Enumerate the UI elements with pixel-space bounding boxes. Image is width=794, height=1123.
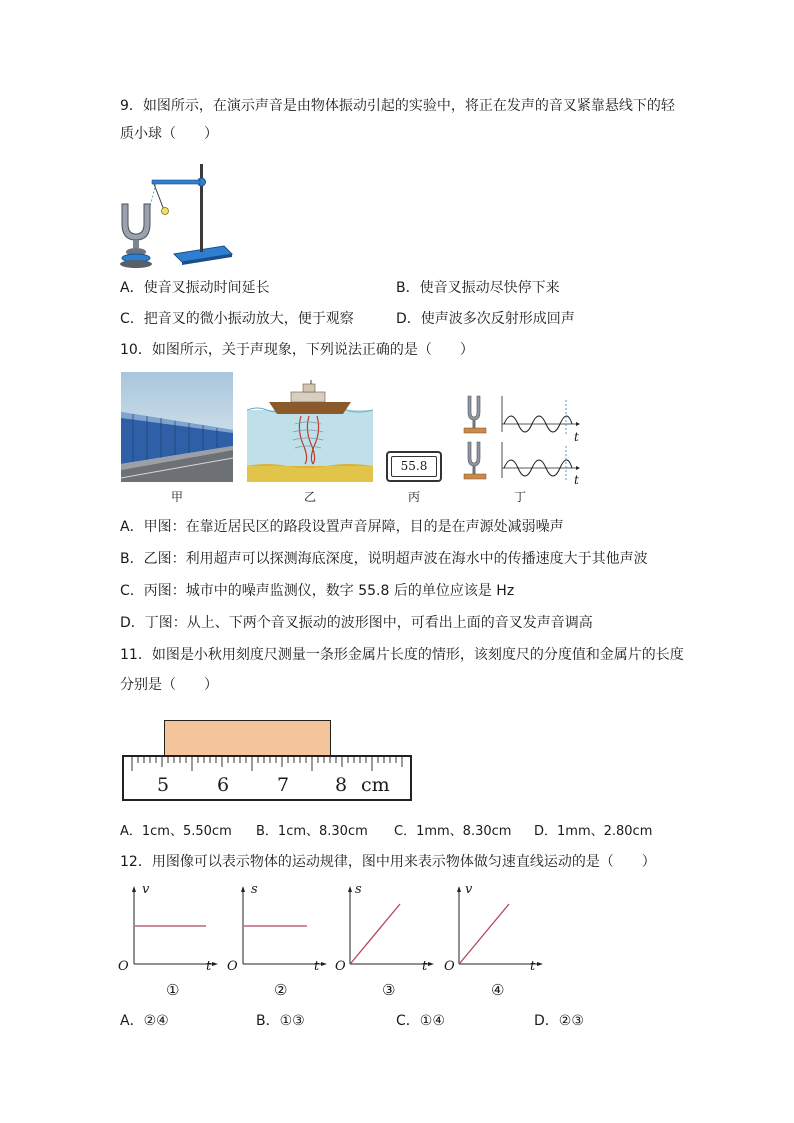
graph-3-line	[351, 904, 400, 963]
graph-1-y-label: v	[142, 882, 150, 897]
q9-stem-line1: 9．如图所示，在演示声音是由物体振动引起的实验中，将正在发声的音叉紧靠悬线下的轻	[120, 98, 675, 114]
q9-stem-line2: 质小球（ ）	[120, 126, 218, 142]
q11-stem-line2: 分别是（ ）	[120, 677, 218, 693]
graph-1-origin: O	[118, 959, 129, 974]
q11-option-a[interactable]: A．1cm、5.50cm	[120, 824, 232, 839]
q10-option-c[interactable]: C．丙图：城市中的噪声监测仪，数字 55.8 后的单位应该是 Hz	[120, 583, 515, 599]
q12-option-a[interactable]: A．②④	[120, 1013, 169, 1029]
tuning-fork-pendulum-figure	[116, 162, 234, 270]
graph-2-y-label: s	[251, 882, 258, 897]
graph-4-y-label: v	[465, 882, 473, 897]
graph-2-origin: O	[227, 959, 238, 974]
q12-option-c[interactable]: C．①④	[396, 1013, 445, 1029]
caption-yi: 乙	[303, 490, 316, 504]
q11-option-c[interactable]: C．1mm、8.30cm	[394, 824, 512, 839]
q9-option-c[interactable]: C．把音叉的微小振动放大，便于观察	[120, 311, 354, 327]
graph-2-x-label: t	[314, 959, 320, 974]
q10-option-d[interactable]: D．丁图：从上、下两个音叉振动的波形图中，可看出上面的音叉发声音调高	[120, 615, 593, 631]
q10-option-a[interactable]: A．甲图：在靠近居民区的路段设置声音屏障，目的是在声源处减弱噪声	[120, 519, 564, 535]
ruler-label-7: 7	[277, 774, 290, 796]
graph-3-origin: O	[335, 959, 346, 974]
graph-1-number: ①	[166, 981, 180, 999]
waveform-upper-t-label: t	[574, 430, 579, 444]
graph-4-line	[460, 904, 509, 963]
q12-stem: 12．用图像可以表示物体的运动规律，图中用来表示物体做匀速直线运动的是（ ）	[120, 854, 656, 870]
ruler-unit: cm	[361, 774, 390, 796]
q9-option-a[interactable]: A．使音叉振动时间延长	[120, 280, 270, 296]
q12-option-b[interactable]: B．①③	[256, 1013, 305, 1029]
q9-option-d[interactable]: D．使声波多次反射形成回声	[396, 311, 575, 327]
graph-3-number: ③	[382, 981, 396, 999]
q9-option-b[interactable]: B．使音叉振动尽快停下来	[396, 280, 560, 296]
sonar-ship-figure	[247, 380, 373, 482]
graph-3-x-label: t	[422, 959, 428, 974]
waveform-lower-t-label: t	[574, 473, 579, 487]
graph-4-number: ④	[491, 981, 505, 999]
q12-option-d[interactable]: D．②③	[534, 1013, 584, 1029]
graph-3-y-label: s	[355, 882, 362, 897]
graph-4-x-label: t	[530, 959, 536, 974]
ruler-label-8: 8	[335, 774, 348, 796]
graph-1-x-label: t	[206, 959, 212, 974]
metal-strip	[164, 720, 331, 756]
caption-jia: 甲	[170, 490, 183, 504]
q11-option-b[interactable]: B．1cm、8.30cm	[256, 824, 368, 839]
tuning-fork-waveforms	[460, 394, 584, 486]
caption-bing: 丙	[407, 490, 420, 504]
ruler-label-5: 5	[157, 774, 170, 796]
q11-stem-line1: 11．如图是小秋用刻度尺测量一条形金属片长度的情形，该刻度尺的分度值和金属片的长度	[120, 647, 684, 663]
graph-4-origin: O	[444, 959, 455, 974]
noise-monitor	[386, 451, 442, 482]
sound-barrier-photo	[121, 372, 233, 482]
caption-ding: 丁	[513, 490, 526, 504]
monitor-reading: 55.8	[400, 459, 428, 473]
ruler-label-6: 6	[217, 774, 230, 796]
q11-option-d[interactable]: D．1mm、2.80cm	[534, 824, 653, 839]
graph-2-number: ②	[274, 981, 288, 999]
q10-option-b[interactable]: B．乙图：利用超声可以探测海底深度，说明超声波在海水中的传播速度大于其他声波	[120, 551, 648, 567]
q10-stem: 10．如图所示，关于声现象，下列说法正确的是（ ）	[120, 342, 474, 358]
